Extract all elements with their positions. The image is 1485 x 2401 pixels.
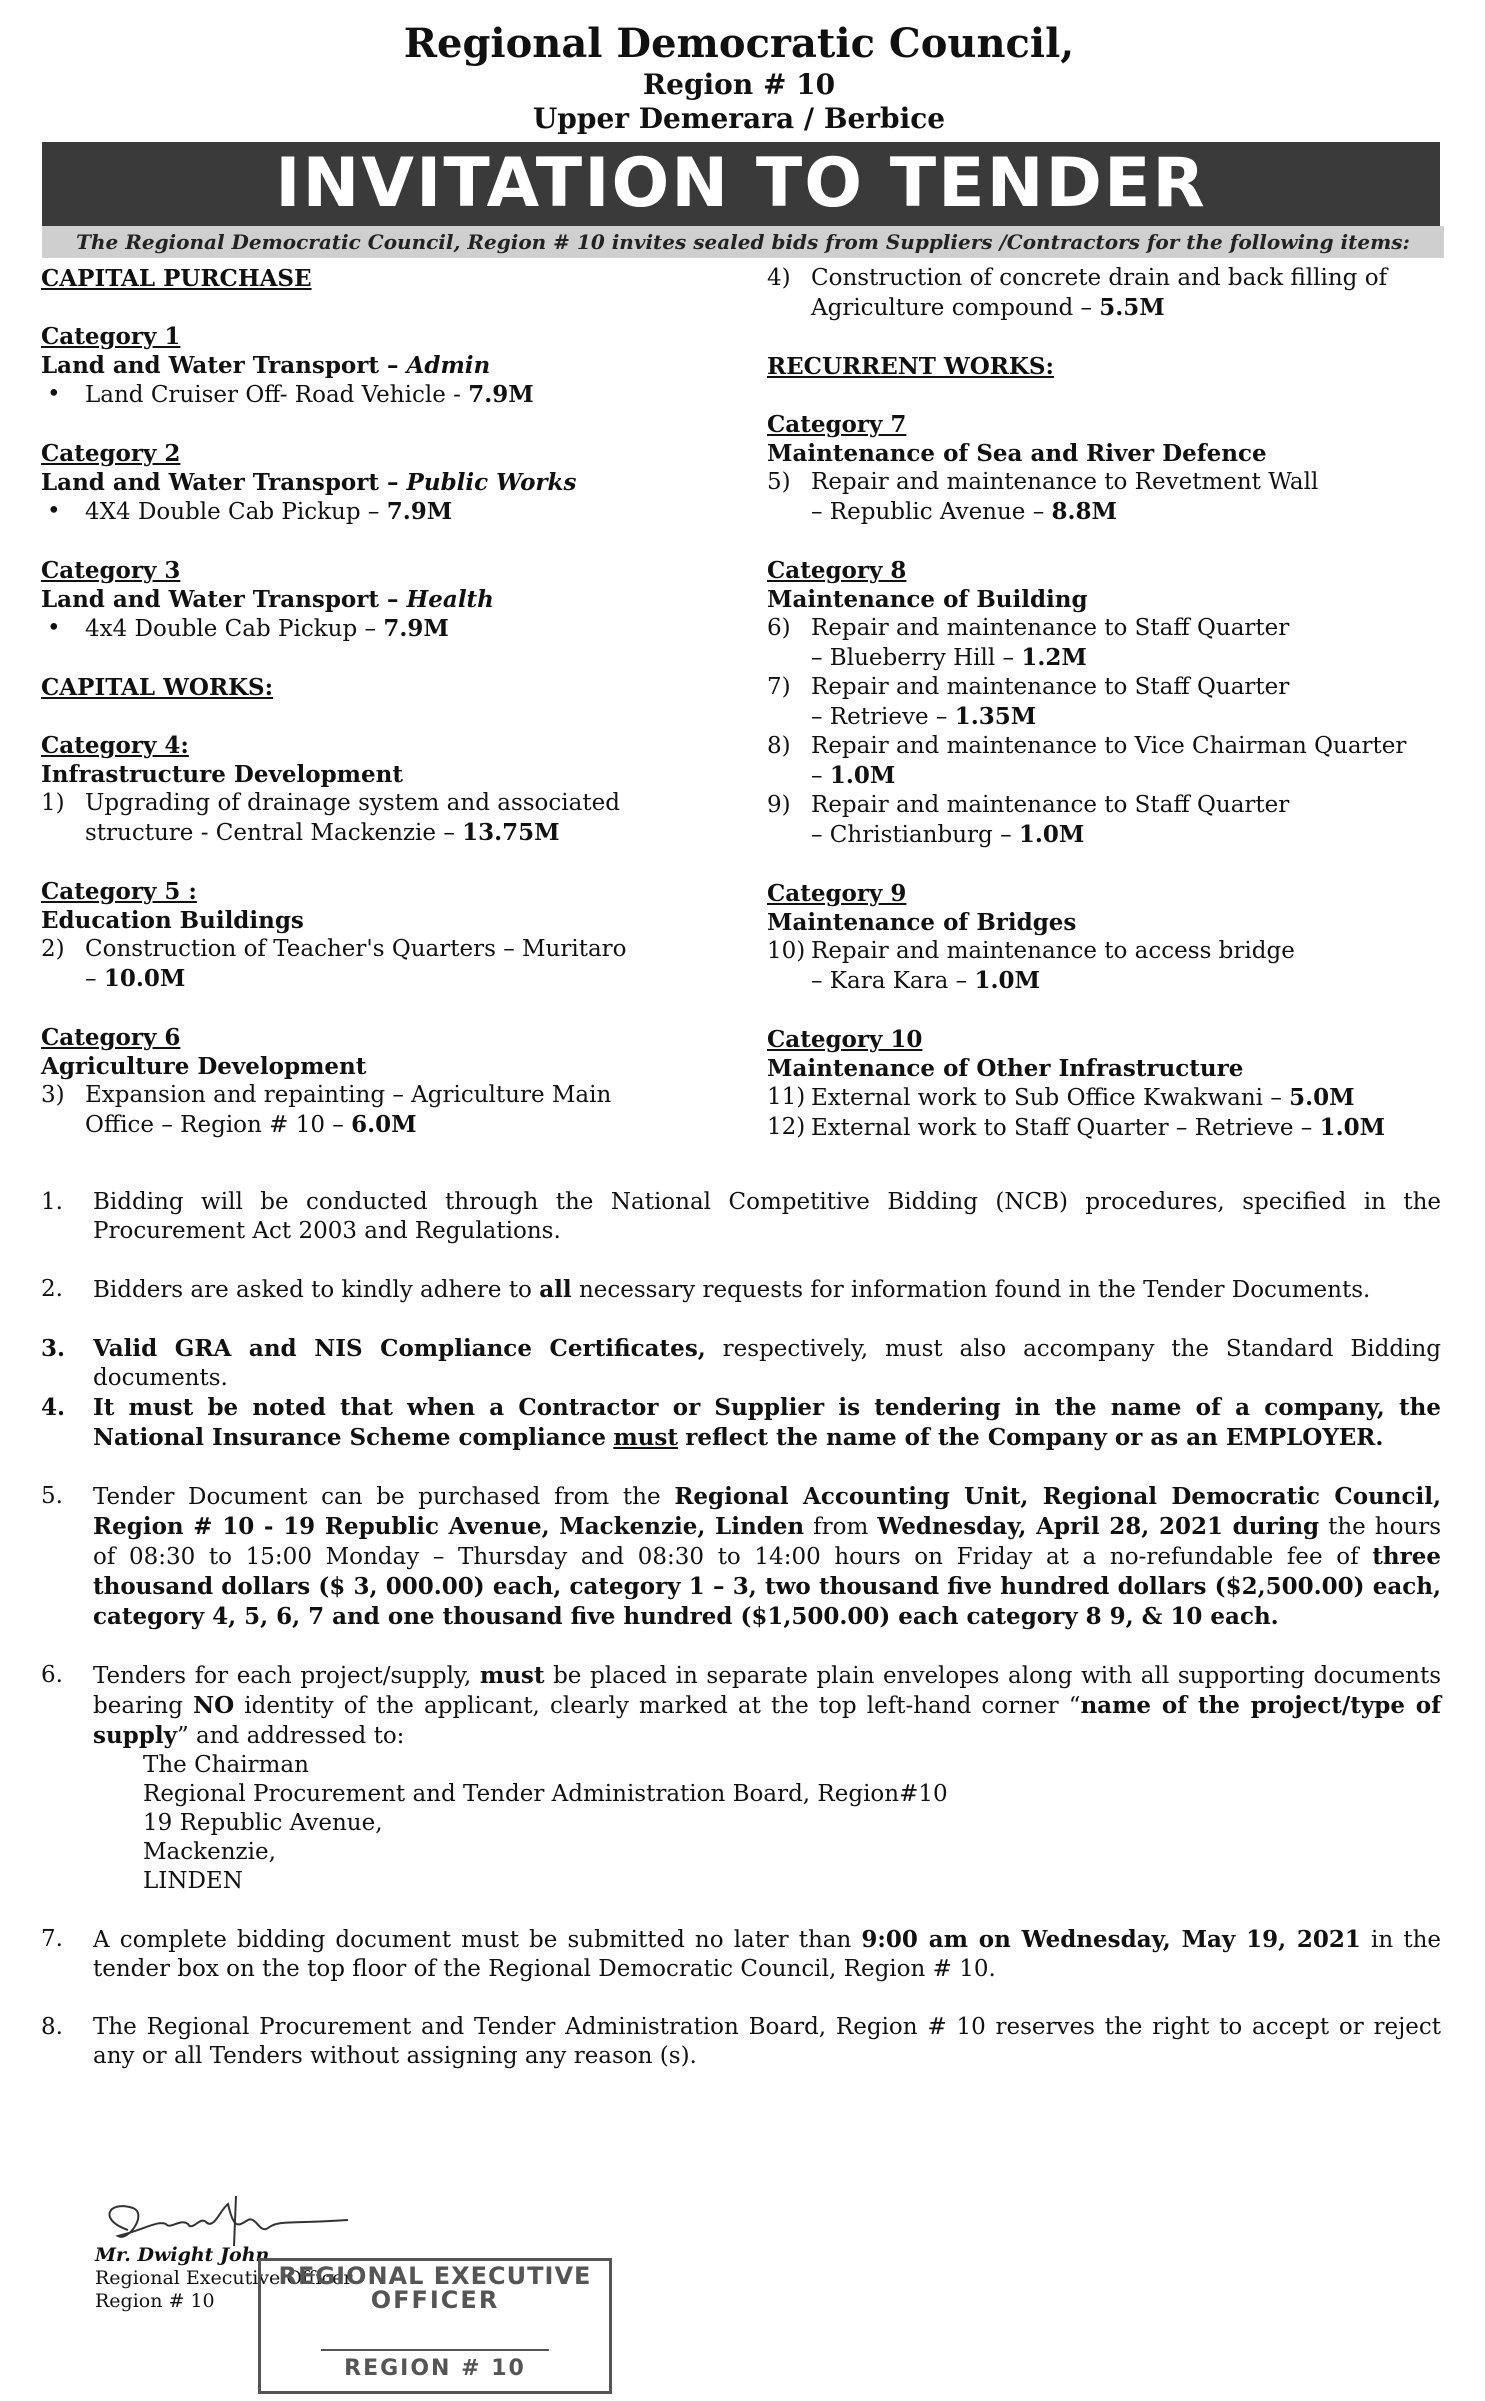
category-label: Category 3 [41,557,181,584]
section-heading: CAPITAL PURCHASE [41,265,312,292]
term-item: 4. It must be noted that when a Contractor or Supplier is tendering in the name of a company, the National Insurance Scheme compliance must reflect the name of the Company or as an EMPLOYER. [41,1394,1441,1451]
right-column [767,264,1479,1143]
category-title: Maintenance of Other Infrastructure [767,1055,1244,1082]
category-title: Land and Water Transport – Public Works [41,469,577,496]
term-item: 7. A complete bidding document must be submitted no later than 9:00 am on Wednesday, May 19, 2021 in the tender box on the top floor of the Regional Democratic Council, Region # 10. [41,1926,1441,1982]
list-item: • 4X4 Double Cab Pickup – 7.9M [41,497,741,527]
list-item: 12) External work to Staff Quarter – Retrieve – 1.0M [767,1114,1386,1141]
category-label: Category 4: [41,732,189,759]
term-item: 6. Tenders for each project/supply, must be placed in separate plain envelopes along with all supporting documents bearing NO identity of the applicant, clearly marked at the top left-hand corner “name of the project/type of supply” and addressed to: The Chairman Regional Procurement and Tender Administration Board, Region#10 19 Republic Avenue, Mackenzie, LINDEN [41,1662,1442,1894]
category-label: Category 1 [41,323,181,350]
address-block [93,1751,1441,1896]
list-item: 7) Repair and maintenance to Staff Quarter – Retrieve – 1.35M [767,674,1290,730]
official-stamp: REGIONAL EXECUTIVE OFFICER REGION # 10 [258,2258,612,2394]
organization-header [38,20,1440,136]
category-title: Maintenance of Bridges [767,909,1077,936]
list-item: • 4x4 Double Cab Pickup – 7.9M [41,614,741,644]
section-heading: CAPITAL WORKS: [41,674,274,701]
list-item: 6) Repair and maintenance to Staff Quarter – Blueberry Hill – 1.2M [767,615,1290,671]
category-title: Education Buildings [41,907,304,934]
address-line: The Chairman [143,1752,309,1778]
list-item: 2) Construction of Teacher's Quarters – Muritaro – 10.0M [41,936,627,992]
address-line: Regional Procurement and Tender Administration Board, Region#10 [143,1781,948,1807]
list-item: 9) Repair and maintenance to Staff Quarter – Christianburg – 1.0M [767,792,1290,848]
list-item: • Land Cruiser Off- Road Vehicle - 7.9M [41,380,741,410]
org-area: Upper Demerara / Berbice [532,102,946,135]
tender-notice [38,20,1440,1144]
page-title: INVITATION TO TENDER [42,142,1440,226]
category-title: Infrastructure Development [41,761,403,788]
list-item: 1) Upgrading of drainage system and associated structure - Central Mackenzie – 13.75M [41,790,620,846]
category-label: Category 9 [767,880,907,907]
org-region: Region # 10 [642,68,836,101]
terms-list [41,1188,1441,2071]
category-label: Category 6 [41,1024,181,1051]
left-column [41,264,741,1140]
list-item: 10) Repair and maintenance to access bridge – Kara Kara – 1.0M [767,938,1295,994]
list-item: 3) Expansion and repainting – Agriculture Main Office – Region # 10 – 6.0M [41,1082,612,1138]
address-line: 19 Republic Avenue, [143,1810,383,1836]
term-item: 3. Valid GRA and NIS Compliance Certificates, respectively, must also accompany the Standard Bidding documents. [41,1335,1441,1391]
category-label: Category 2 [41,440,181,467]
category-title: Land and Water Transport – Health [41,586,494,613]
category-label: Category 8 [767,557,907,584]
category-title: Land and Water Transport – Admin [41,352,491,379]
category-label: Category 7 [767,411,907,438]
list-item: 5) Repair and maintenance to Revetment Wall – Republic Avenue – 8.8M [767,469,1319,525]
address-line: LINDEN [143,1868,243,1894]
term-item: 5. Tender Document can be purchased from the Regional Accounting Unit, Regional Democratic Council, Region # 10 - 19 Republic Avenue, Mackenzie, Linden from Wednesday, April 28, 2021 during the hours of 08:30 to 15:00 Monday – Thursday and 08:30 to 14:00 hours on Friday at a no-refundable fee of three thousand dollars ($ 3, 000.00) each, category 1 – 3, two thousand five hundred dollars ($2,500.00) each, category 4, 5, 6, 7 and one thousand five hundred ($1,500.00) each category 8 9, & 10 each. [41,1483,1442,1630]
items-columns [38,264,1440,1144]
category-title: Maintenance of Building [767,586,1088,613]
signer-region: Region # 10 [95,2290,215,2312]
list-item: 11) External work to Sub Office Kwakwani – 5.0M [767,1084,1355,1111]
category-label: Category 5 : [41,878,197,905]
category-label: Category 10 [767,1026,923,1053]
intro-text: The Regional Democratic Council, Region # 10 invites sealed bids from Suppliers /Contractors for the following items: [42,226,1444,258]
term-item: 1. Bidding will be conducted through the National Competitive Bidding (NCB) procedures, specified in the Procurement Act 2003 and Regulations. [41,1189,1441,1244]
category-title: Agriculture Development [41,1053,367,1080]
category-title: Maintenance of Sea and River Defence [767,440,1267,467]
section-heading: RECURRENT WORKS: [767,353,1054,380]
term-item: 8. The Regional Procurement and Tender Administration Board, Region # 10 reserves the right to accept or reject any or all Tenders without assigning any reason (s). [41,2014,1441,2069]
signer-title: Regional Executive Officer [95,2267,353,2289]
term-item: 2. Bidders are asked to kindly adhere to all necessary requests for information found in the Tender Documents. [41,1276,1371,1303]
org-name: Regional Democratic Council, [403,20,1075,67]
address-line: Mackenzie, [143,1839,276,1865]
list-item: 8) Repair and maintenance to Vice Chairman Quarter – 1.0M [767,733,1407,789]
signer-name: Mr. Dwight John [95,2244,270,2266]
list-item: 4) Construction of concrete drain and back filling of Agriculture compound – 5.5M [767,265,1388,321]
